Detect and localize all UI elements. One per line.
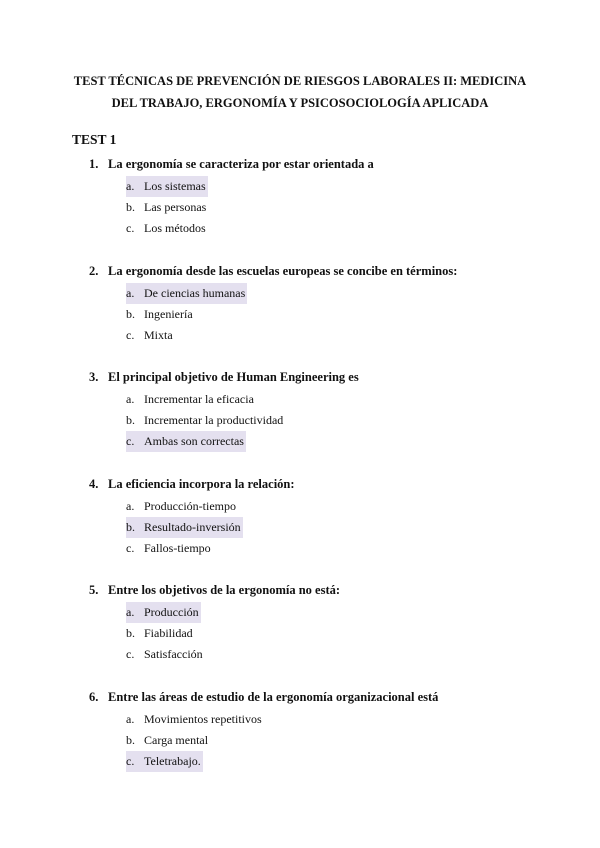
question-header [0, 581, 600, 599]
option-text: Carga mental [144, 732, 209, 747]
answer-option-highlighted[interactable] [0, 751, 600, 772]
option-letter: a. [126, 498, 135, 513]
option-list [0, 176, 600, 239]
option-text: Los sistemas [144, 179, 206, 193]
option-text: Fiabilidad [144, 626, 193, 640]
option-content [126, 517, 243, 538]
option-text: Ingeniería [144, 306, 193, 321]
question-text: El principal objetivo de Human Engineering es [108, 370, 359, 384]
title-line-1: TEST TÉCNICAS DE PREVENCIÓN DE RIESGOS LABORALES II: MEDICINA [73, 74, 527, 88]
question-number: 3. [89, 370, 99, 384]
option-text: Los métodos [144, 221, 206, 235]
answer-option[interactable] [0, 325, 600, 346]
option-letter: b. [126, 519, 135, 534]
answer-option-highlighted[interactable] [0, 283, 600, 304]
option-list [0, 709, 600, 772]
option-letter: a. [126, 605, 135, 619]
option-list [0, 389, 600, 452]
option-text: Incrementar la productividad [144, 413, 284, 427]
question-header [0, 368, 600, 386]
option-text: Movimientos repetitivos [144, 711, 262, 726]
answer-option[interactable] [0, 389, 600, 410]
answer-option-highlighted[interactable] [0, 431, 600, 452]
answer-option-highlighted[interactable] [0, 602, 600, 623]
option-letter: a. [126, 392, 135, 406]
option-content [126, 283, 247, 304]
option-content [126, 602, 201, 623]
option-text: Resultado-inversión [144, 519, 241, 534]
option-letter: c. [126, 434, 135, 448]
option-letter: a. [126, 179, 135, 193]
option-letter: a. [126, 285, 135, 300]
question-item [0, 155, 600, 239]
question-text: La eficiencia incorpora la relación: [108, 476, 295, 491]
question-list [0, 155, 600, 794]
option-letter: a. [126, 711, 135, 726]
option-text: Mixta [144, 327, 173, 342]
answer-option[interactable] [0, 644, 600, 665]
option-text: Satisfacción [144, 647, 203, 661]
question-number: 5. [89, 583, 99, 597]
option-letter: b. [126, 200, 135, 214]
option-content [126, 176, 208, 197]
question-number: 2. [89, 263, 99, 278]
option-text: Producción-tiempo [144, 498, 236, 513]
option-content [126, 751, 203, 772]
question-text: Entre las áreas de estudio de la ergonomía organizacional está [108, 689, 439, 704]
test-heading: TEST 1 [72, 132, 117, 147]
option-letter: c. [126, 221, 135, 235]
option-text: Producción [144, 605, 199, 619]
answer-option-highlighted[interactable] [0, 517, 600, 538]
option-text: Las personas [144, 200, 207, 214]
question-item [0, 475, 600, 559]
answer-option[interactable] [0, 709, 600, 730]
question-number: 1. [89, 157, 99, 171]
option-letter: b. [126, 626, 135, 640]
question-item [0, 262, 600, 346]
option-text: De ciencias humanas [144, 285, 246, 300]
question-text: Entre los objetivos de la ergonomía no está: [108, 583, 341, 597]
title-line-2: DEL TRABAJO, ERGONOMÍA Y PSICOSOCIOLOGÍA APLICADA [111, 96, 489, 110]
option-list [0, 283, 600, 346]
answer-option[interactable] [0, 496, 600, 517]
answer-option[interactable] [0, 538, 600, 559]
answer-option[interactable] [0, 218, 600, 239]
question-text: La ergonomía se caracteriza por estar orientada a [108, 157, 374, 171]
question-header [0, 262, 600, 280]
option-letter: b. [126, 413, 135, 427]
question-item [0, 368, 600, 452]
answer-option-highlighted[interactable] [0, 176, 600, 197]
question-item [0, 688, 600, 772]
question-header [0, 475, 600, 493]
option-letter: b. [126, 732, 135, 747]
option-list [0, 602, 600, 665]
option-letter: c. [126, 540, 135, 555]
question-number: 6. [89, 689, 99, 704]
option-letter: c. [126, 327, 135, 342]
question-header [0, 155, 600, 173]
option-text: Incrementar la eficacia [144, 392, 254, 406]
document-title [60, 70, 540, 114]
question-number: 4. [89, 476, 99, 491]
answer-option[interactable] [0, 623, 600, 644]
question-text: La ergonomía desde las escuelas europeas se concibe en términos: [108, 263, 458, 278]
answer-option[interactable] [0, 197, 600, 218]
option-text: Ambas son correctas [144, 434, 244, 448]
answer-option[interactable] [0, 730, 600, 751]
answer-option[interactable] [0, 410, 600, 431]
option-letter: b. [126, 306, 135, 321]
question-item [0, 581, 600, 665]
option-letter: c. [126, 753, 135, 768]
option-letter: c. [126, 647, 135, 661]
answer-option[interactable] [0, 304, 600, 325]
option-text: Teletrabajo. [144, 753, 201, 768]
option-content [126, 431, 246, 452]
question-header [0, 688, 600, 706]
option-text: Fallos-tiempo [144, 540, 211, 555]
option-list [0, 496, 600, 559]
